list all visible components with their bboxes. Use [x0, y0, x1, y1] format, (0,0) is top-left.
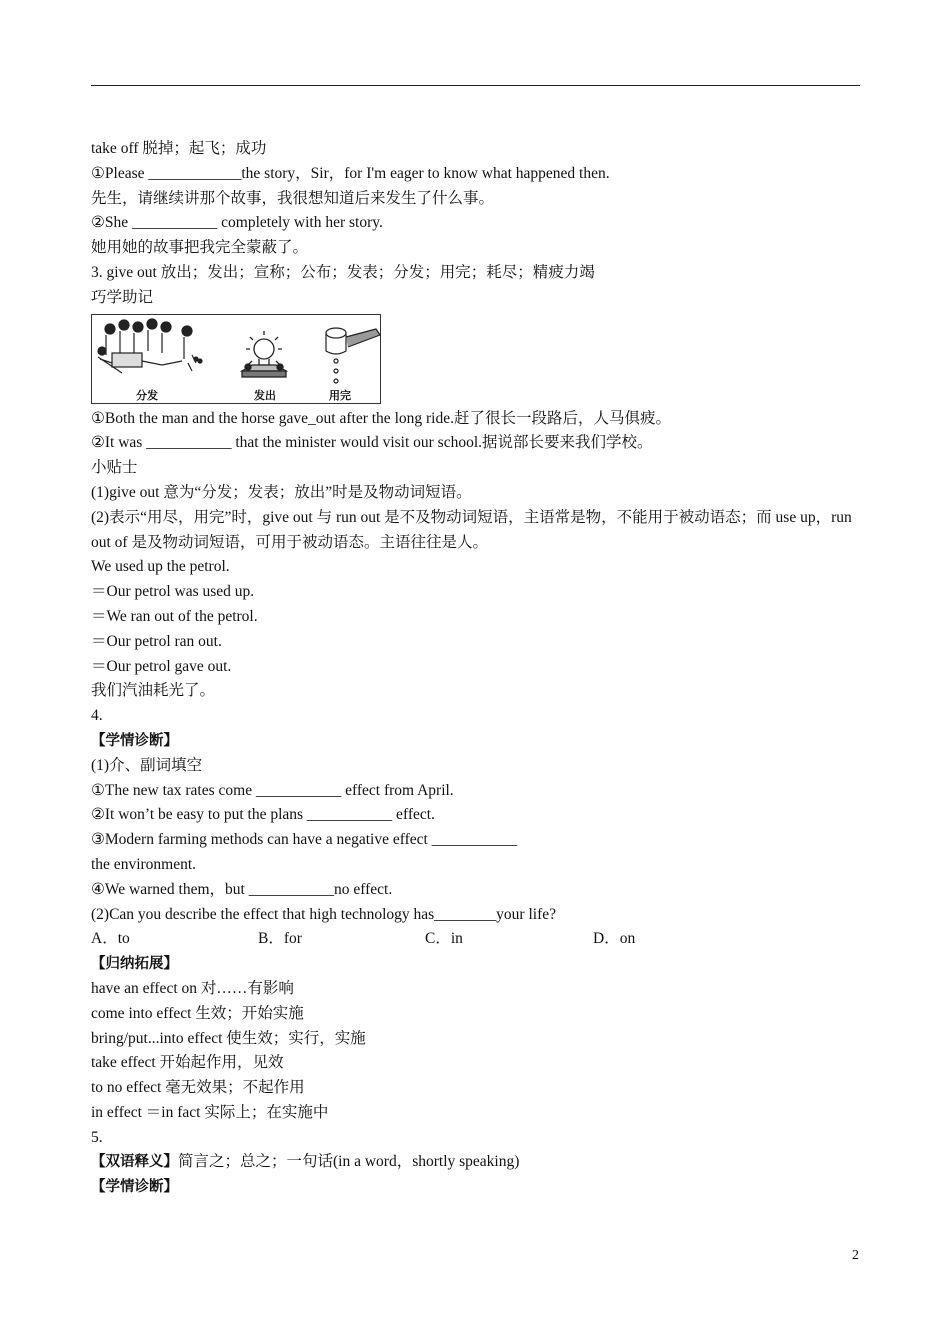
- text-line: ＝We ran out of the petrol.: [91, 607, 258, 625]
- text-line: [91, 1150, 861, 1175]
- option-a: A．to: [91, 930, 130, 948]
- page-number: 2: [852, 1248, 859, 1263]
- page-body: [91, 137, 861, 1200]
- text-line: take off 脱掉；起飞；成功: [91, 140, 267, 157]
- option-b: B．for: [258, 930, 302, 948]
- mnemonic-illustration: [92, 315, 382, 405]
- text-line: in effect ＝in fact 实际上；在实施中: [91, 1103, 329, 1121]
- answer-options: [91, 927, 861, 952]
- figure-label: 发出: [254, 388, 276, 402]
- container-icon: [326, 328, 380, 383]
- text-line: ①Both the man and the horse gave_out after the long ride.赶了很长一段路后，人马俱疲。: [91, 409, 671, 427]
- text-line: the environment.: [91, 855, 197, 873]
- section-heading: 【双语释义】: [91, 1154, 178, 1171]
- text-line: 先生，请继续讲那个故事，我很想知道后来发生了什么事。: [91, 189, 495, 207]
- text-line: We used up the petrol.: [91, 558, 230, 576]
- text-line: 3. give out 放出；发出；宣称；公布；发表；分发；用完；耗尽；精疲力竭: [91, 263, 595, 281]
- definition-text: 简言之；总之；一句话(in a word，shortly speaking): [178, 1153, 520, 1171]
- people-icon: [98, 319, 202, 373]
- text-line: 5.: [91, 1128, 103, 1146]
- text-line: 4.: [91, 707, 103, 725]
- section-heading: 【学情诊断】: [91, 1179, 178, 1196]
- text-line: ④We warned them，but ___________no effect.: [91, 880, 393, 898]
- text-line: ②She ___________ completely with her story.: [91, 214, 383, 232]
- text-line: to no effect 毫无效果；不起作用: [91, 1079, 305, 1097]
- text-line: 小贴士: [91, 459, 138, 477]
- text-line: take effect 开始起作用，见效: [91, 1054, 284, 1072]
- mnemonic-figure: [91, 314, 381, 404]
- text-line: bring/put...into effect 使生效；实行，实施: [91, 1029, 366, 1047]
- figure-label: 分发: [136, 388, 158, 402]
- section-heading: 【学情诊断】: [91, 732, 178, 749]
- text-line: ＝Our petrol ran out.: [91, 632, 222, 650]
- header-rule: [91, 85, 860, 86]
- text-paragraph: (2)表示“用尽，用完”时，give out 与 run out 是不及物动词短语，主语常是物，不能用于被动语态；而 use up，run out of 是及物动词短语，可用于被动语态。主语往往是人。: [91, 508, 852, 551]
- section-heading: 【归纳拓展】: [91, 956, 178, 973]
- text-line: ＝Our petrol gave out.: [91, 657, 232, 675]
- lightbulb-icon: [242, 331, 286, 377]
- text-line: ＝Our petrol was used up.: [91, 583, 255, 601]
- text-line: come into effect 生效；开始实施: [91, 1004, 304, 1022]
- text-line: (2)Can you describe the effect that high technology has________your life?: [91, 905, 557, 923]
- text-line: 我们汽油耗光了。: [91, 682, 216, 700]
- text-line: ②It was ___________ that the minister would visit our school.据说部长要来我们学校。: [91, 434, 653, 452]
- text-line: ③Modern farming methods can have a negative effect ___________: [91, 831, 517, 849]
- text-line: ①The new tax rates come ___________ effect from April.: [91, 781, 454, 799]
- text-line: have an effect on 对……有影响: [91, 979, 294, 997]
- text-line: 她用她的故事把我完全蒙蔽了。: [91, 239, 309, 257]
- text-line: ①Please ____________the story，Sir，for I'm eager to know what happened then.: [91, 164, 610, 182]
- figure-label: 用完: [329, 388, 351, 402]
- text-line: ②It won’t be easy to put the plans ___________ effect.: [91, 806, 435, 824]
- text-line: (1)give out 意为“分发；发表；放出”时是及物动词短语。: [91, 483, 472, 501]
- text-line: 巧学助记: [91, 288, 154, 306]
- text-line: (1)介、副词填空: [91, 756, 203, 774]
- option-d: D．on: [593, 930, 636, 948]
- option-c: C．in: [425, 930, 463, 948]
